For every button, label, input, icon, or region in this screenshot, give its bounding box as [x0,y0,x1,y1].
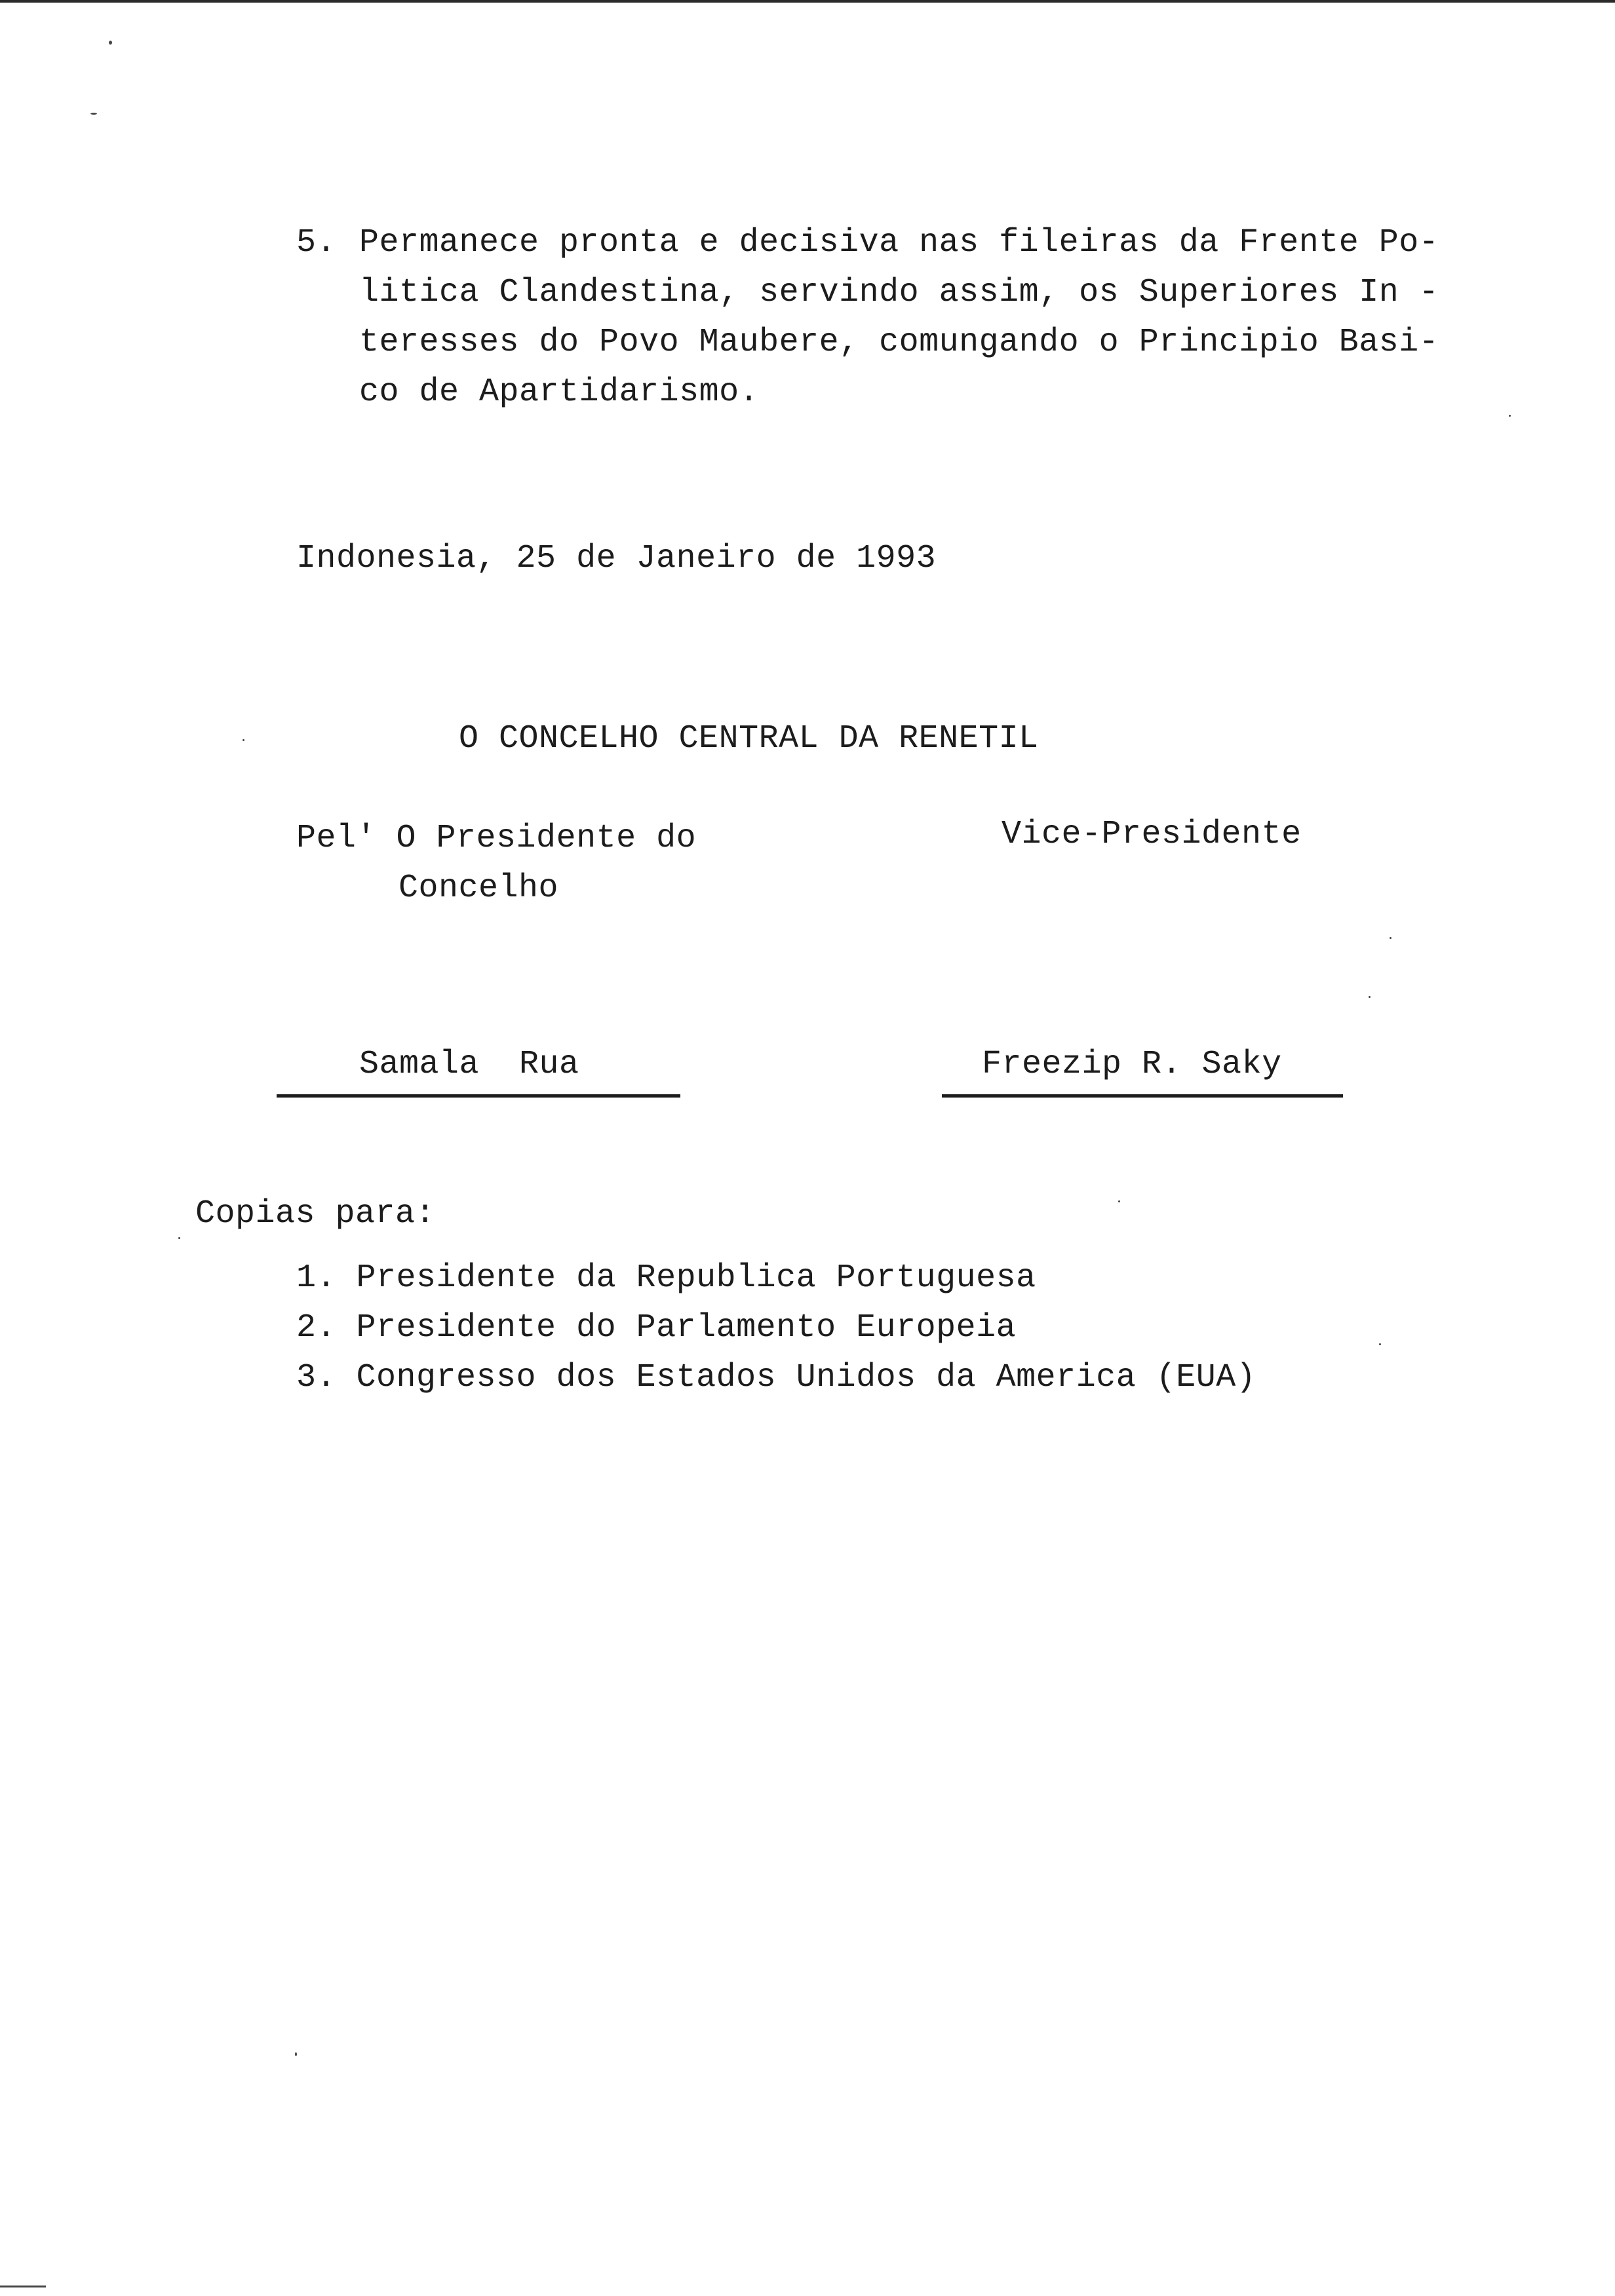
scan-speck [109,41,112,45]
scan-speck [243,739,244,741]
scan-speck [178,1237,180,1239]
item-number: 5. [296,224,337,261]
scan-speck [1118,1200,1120,1202]
copies-heading: Copias para: [195,1195,436,1233]
scan-speck [1390,937,1391,939]
right-signatory-title: Vice-Presidente [1002,816,1302,853]
scan-speck [1509,415,1511,417]
copies-list-item: 1. Presidente da Republica Portuguesa [296,1259,1036,1297]
paragraph-line: co de Apartidarismo. [359,373,760,411]
paragraph-line: Permanece pronta e decisiva nas fileiras da Frente Po- [359,224,1439,261]
left-signatory-title-cont: Concelho [399,870,559,907]
copies-list-item: 3. Congresso dos Estados Unidos da America (EUA) [296,1359,1256,1396]
right-signatory-name: Freezip R. Saky [982,1046,1282,1083]
paragraph-line: teresses do Povo Maubere, comungando o Principio Basi- [359,324,1439,361]
page-top-edge [0,0,1615,3]
left-signatory-name: Samala Rua [359,1046,579,1083]
scan-speck [90,113,97,115]
scan-speck [1379,1343,1381,1345]
paragraph-line: litica Clandestina, servindo assim, os Superiores In - [359,274,1439,311]
right-signature-line [942,1094,1343,1098]
scan-speck [295,2052,297,2056]
scan-speck [0,2286,46,2287]
scan-speck [1369,996,1371,998]
council-title: O CONCELHO CENTRAL DA RENETIL [459,720,1039,757]
left-signature-line [277,1094,680,1098]
place-date: Indonesia, 25 de Janeiro de 1993 [296,540,937,577]
copies-list-item: 2. Presidente do Parlamento Europeia [296,1309,1017,1347]
left-signatory-title: Pel' O Presidente do [296,820,697,857]
